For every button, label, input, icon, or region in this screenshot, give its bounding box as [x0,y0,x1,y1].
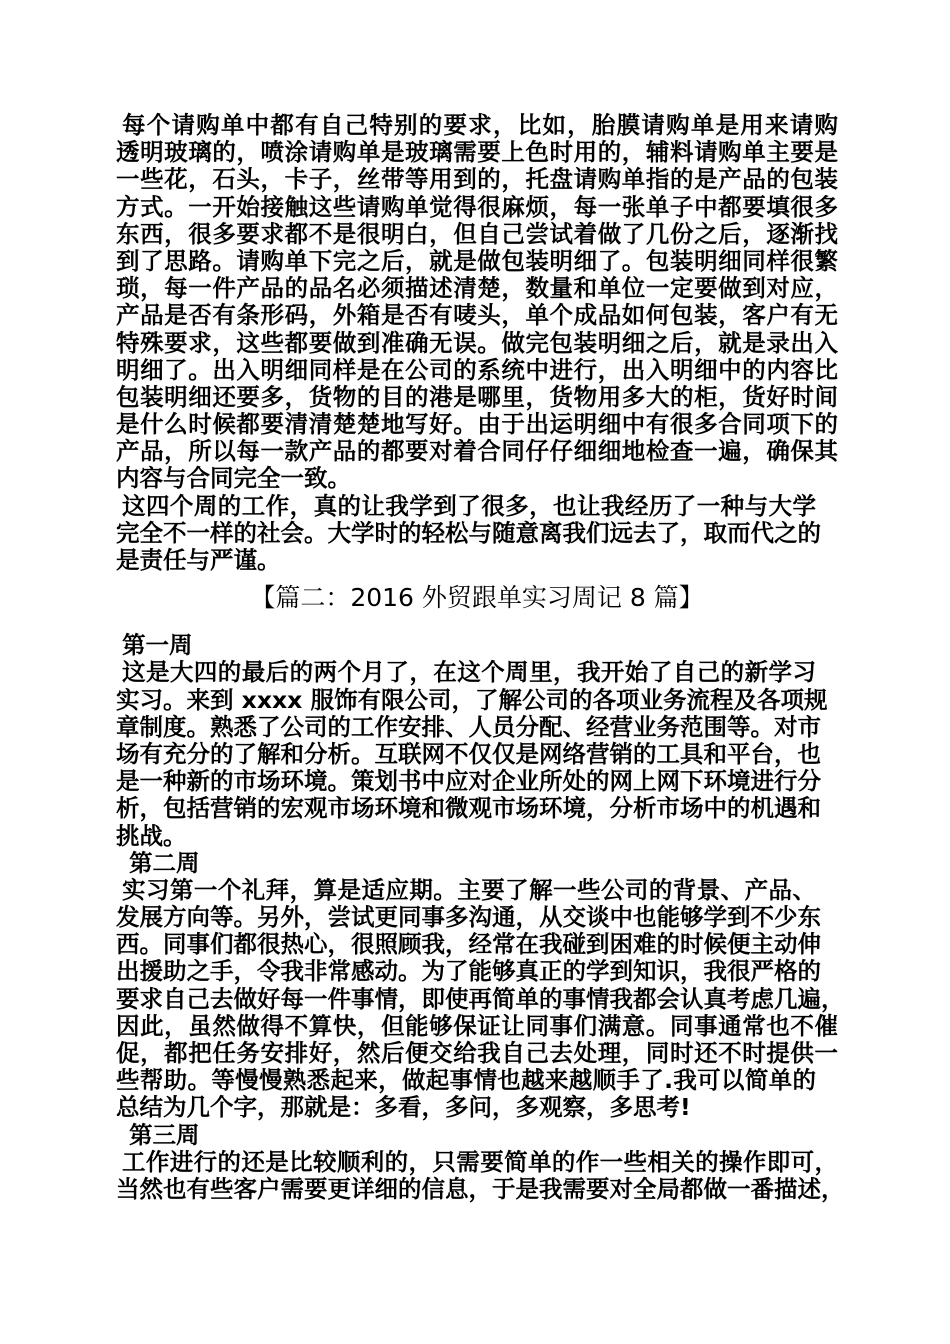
text-line: 西。同事们都很热心，很照顾我，经常在我碰到困难的时候便主动伸 [116,930,821,959]
text-line: 特殊要求，这些都要做到准确无误。做完包装明细之后，就是录出入 [116,328,838,357]
week-3-section [116,1120,845,1204]
text-line: 因此，虽然做得不算快，但能够保证让同事们满意。同事通常也不催 [116,1011,838,1040]
text-line: 些帮助。等慢慢熟悉起来，做起事情也越来越顺手了.我可以简单的 [116,1066,816,1095]
text-line: 东西，很多要求都不是很明白，但自己尝试着做了几份之后，逐渐找 [116,219,838,248]
text-line: 是一种新的市场环境。策划书中应对企业所处的网上网下环境进行分 [116,767,821,796]
text-line: 透明玻璃的，喷涂请购单是玻璃需要上色时用的，辅料请购单主要是 [116,138,838,167]
week-1-section [116,632,838,850]
text-line: 琐，每一件产品的品名必须描述清楚，数量和单位一定要做到对应， [116,274,838,303]
week-title: 第一周 [122,631,193,660]
section-title: 【篇二：2016 外贸跟单实习周记 8 篇】 [250,583,704,613]
text-line: 是什么时候都要清清楚楚地写好。由于出运明细中有很多合同项下的 [116,410,838,439]
text-line: 产品是否有条形码，外箱是否有唛头，单个成品如何包装，客户有无 [116,301,838,330]
text-line: 析，包括营销的宏观市场环境和微观市场环境，分析市场中的机遇和 [116,794,821,823]
document-page [116,111,845,1203]
text-line: 内容与合同完全一致。 [116,464,351,493]
text-line: 产品，所以每一款产品的都要对着合同仔仔细细地检查一遍，确保其 [116,437,838,466]
week-title: 第二周 [129,848,200,877]
week-2-section [116,848,845,1122]
text-line: 挑战。 [116,821,187,850]
text-line: 要求自己去做好每一件事情，即使再简单的事情我都会认真考虑几遍， [116,984,845,1013]
text-line: 明细了。出入明细同样是在公司的系统中进行，出入明细中的内容比 [116,355,838,384]
text-line: 完全不一样的社会。大学时的轻松与随意离我们远去了，取而代之的 [116,518,821,547]
week-title: 第三周 [129,1120,200,1149]
intro-paragraph [116,112,838,493]
text-line: 章制度。熟悉了公司的工作安排、人员分配、经营业务范围等。对市 [116,712,821,741]
text-line: 这四个周的工作，真的让我学到了很多，也让我经历了一种与大学 [122,491,816,520]
text-line: 这是大四的最后的两个月了，在这个周里，我开始了自己的新学习 [122,658,816,687]
text-line: 每个请购单中都有自己特别的要求，比如，胎膜请购单是用来请购 [122,111,838,139]
text-line: 出援助之手，令我非常感动。为了能够真正的学到知识，我很严格的 [116,957,821,986]
text-line: 到了思路。请购单下完之后，就是做包装明细了。包装明细同样很繁 [116,246,838,275]
text-line: 发展方向等。另外，尝试更同事多沟通，从交谈中也能够学到不少东 [116,903,821,932]
text-line: 一些花，石头，卡子，丝带等用到的，托盘请购单指的是产品的包装 [116,165,838,194]
text-line: 工作进行的还是比较顺利的，只需要简单的作一些相关的操作即可， [122,1147,838,1176]
text-line: 场有充分的了解和分析。互联网不仅仅是网络营销的工具和平台，也 [116,739,821,768]
text-line: 当然也有些客户需要更详细的信息，于是我需要对全局都做一番描述， [116,1174,845,1203]
text-line: 总结为几个字，那就是：多看，多问，多观察，多思考! [116,1093,691,1122]
text-line: 促，都把任务安排好，然后便交给我自己去处理，同时还不时提供一 [116,1039,838,1067]
text-line: 方式。一开始接触这些请购单觉得很麻烦，每一张单子中都要填很多 [116,192,838,221]
text-line: 是责任与严谨。 [116,546,281,574]
text-line: 实习第一个礼拜，算是适应期。主要了解一些公司的背景、产品、 [122,875,816,904]
text-line: 实习。来到 xxxx 服饰有限公司，了解公司的各项业务流程及各项规 [116,685,828,714]
text-line: 包装明细还要多，货物的目的港是哪里，货物用多大的柜，货好时间 [116,382,838,411]
summary-paragraph [116,493,838,575]
